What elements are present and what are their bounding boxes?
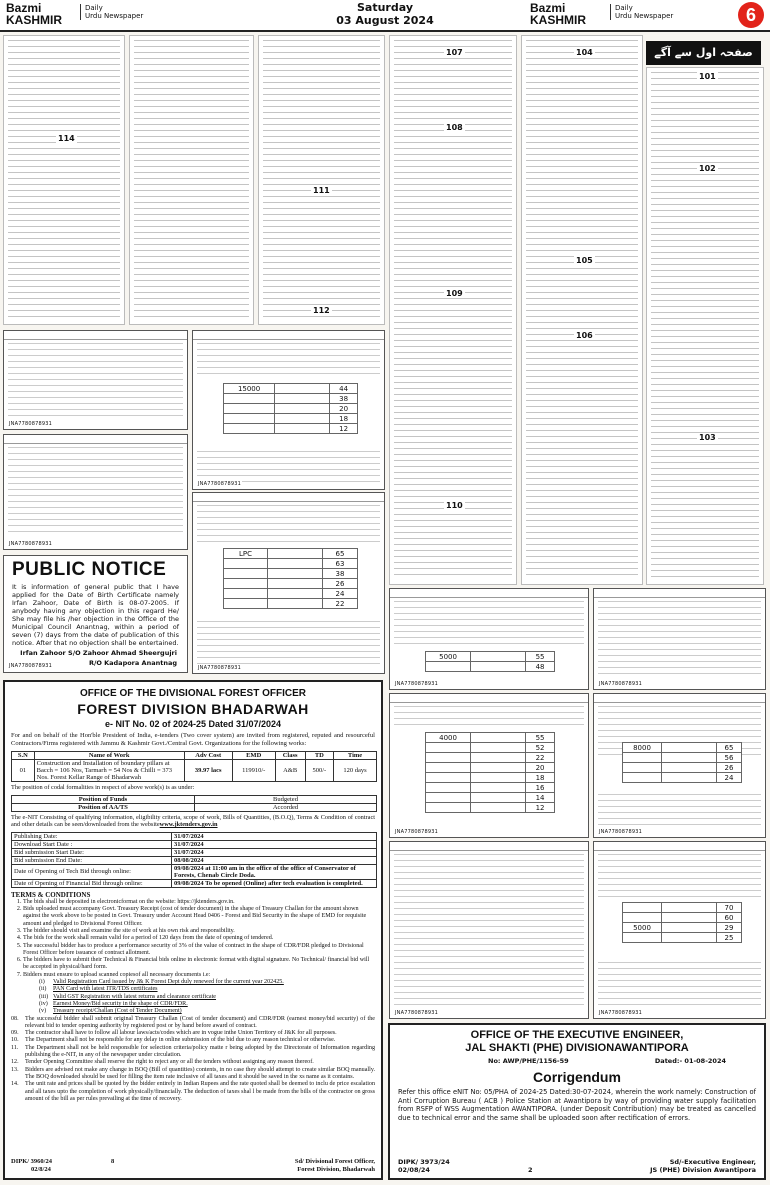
term-item: 1. The bids shall be deposited in electronicformat on the website: https://jktenders.gov.in. <box>23 899 375 906</box>
table-row <box>426 743 555 753</box>
table-row <box>623 913 742 923</box>
schedule-label: Bid submission End Date: <box>12 856 172 864</box>
table-row <box>623 923 742 933</box>
table-row <box>224 404 358 414</box>
article-number: 112 <box>313 306 330 315</box>
table-row <box>426 753 555 763</box>
table-cell: 25 <box>716 933 741 943</box>
table-cell <box>471 783 526 793</box>
table-cell: 70 <box>716 903 741 913</box>
table-row <box>426 733 555 743</box>
corrigendum-date: 02/08/24 <box>398 1166 430 1174</box>
schedule-value: 31/07/2024 <box>172 832 377 840</box>
table-cell <box>661 903 716 913</box>
table-row <box>623 773 742 783</box>
ad-code: JNA7780878931 <box>599 1010 643 1016</box>
table-cell <box>623 903 662 913</box>
table-row <box>426 652 555 662</box>
table-cell <box>471 733 526 743</box>
table-cell: 56 <box>716 753 741 763</box>
document-index: (i) <box>39 979 45 986</box>
table-cell <box>267 549 322 559</box>
documents-list <box>39 979 375 1015</box>
term-item: 2. Bids uploaded must accompany Govt. Treasury Receipt (cost of tender document) in the shape of Treasury Challan for the amount shown against the work above to be posted in Govt. Treasury under Account Head 0406 - Forest and Bid Security in the shape of EMD for requisite amount and pledged to Divisional Forest Officer. <box>23 906 375 928</box>
footer-signature-1: Sd/ Divisional Forest Officer, <box>294 1158 375 1165</box>
ad-code: JNA7780878931 <box>395 829 439 835</box>
schedule-row <box>12 856 377 864</box>
table-cell: 26 <box>716 763 741 773</box>
table-cell <box>275 414 330 424</box>
table-cell <box>661 923 716 933</box>
daily-line2: Urdu Newspaper <box>85 12 144 20</box>
table-cell <box>224 569 268 579</box>
col-header: Adv Cost <box>184 752 232 760</box>
table-row <box>224 589 358 599</box>
table-cell <box>623 933 662 943</box>
table-row <box>224 394 358 404</box>
classified-ad <box>389 588 589 690</box>
table-cell <box>267 599 322 609</box>
table-row <box>623 753 742 763</box>
term-number: 14. <box>11 1081 19 1088</box>
table-cell <box>224 404 275 414</box>
issue-date-text: 03 August 2024 <box>336 14 434 27</box>
table-cell: 38 <box>330 394 358 404</box>
table-cell: 38 <box>322 569 357 579</box>
table-row <box>426 773 555 783</box>
table-cell <box>426 753 471 763</box>
term-item: 7. Bidders must ensure to upload scanned copiesof all necessary documents i.e: <box>23 972 375 979</box>
tender-office: OFFICE OF THE DIVISIONAL FOREST OFFICER <box>80 688 306 699</box>
table-cell <box>224 599 268 609</box>
work-adv-cost: 39.97 lacs <box>184 760 232 782</box>
term-item: 5. The successful bidder has to produce a performance security of 3% of the value of contract in the shape of CDR/FDR pledged to Divisional Forest Officer before issuance of contract allotment. <box>23 943 375 958</box>
table-cell: 44 <box>330 384 358 394</box>
table-cell <box>224 394 275 404</box>
article-number: 106 <box>576 331 593 340</box>
term-item <box>11 1016 375 1031</box>
article-number: 114 <box>58 134 75 143</box>
footer-signature-2: Forest Division, Bhadarwah <box>297 1166 375 1173</box>
masthead <box>0 0 770 32</box>
table-cell <box>267 579 322 589</box>
tender-website-link[interactable]: www.jktenders.gov.in <box>159 821 218 829</box>
document-index: (ii) <box>39 986 47 993</box>
article-number: 101 <box>699 72 716 81</box>
corrigendum-division: JAL SHAKTI (PHE) DIVISIONAWANTIPORA <box>465 1042 689 1054</box>
schedule-value: 09/08/2024 To be opened (Online) after tech evaluation is completed. <box>172 879 377 887</box>
daily-line1: Daily <box>85 4 103 12</box>
table-cell: 12 <box>526 803 555 813</box>
corrigendum-no: No: AWP/PHE/1156-59 <box>488 1057 569 1065</box>
table-cell <box>275 424 330 434</box>
work-emd: 119910/- <box>232 760 275 782</box>
document-text: Treasury receipt/Challan (Cost of Tender Document) <box>53 1008 182 1015</box>
table-cell <box>623 913 662 923</box>
brand-line2: KASHMIR <box>6 13 62 27</box>
article-number: 110 <box>446 501 463 510</box>
schedule-label: Date of Opening of Financial Bid through online: <box>12 879 172 887</box>
family-members-table <box>223 548 358 609</box>
brand-right <box>530 2 586 26</box>
table-cell: 5000 <box>426 652 471 662</box>
document-index: (v) <box>39 1008 47 1015</box>
article-number: 109 <box>446 289 463 298</box>
table-row <box>426 793 555 803</box>
table-cell: 55 <box>526 652 555 662</box>
table-cell: 52 <box>526 743 555 753</box>
table-cell: 15000 <box>224 384 275 394</box>
table-row <box>224 549 358 559</box>
table-cell <box>623 773 662 783</box>
table-row <box>623 933 742 943</box>
table-cell <box>426 662 471 672</box>
corrigendum-dated: Dated:- 01-08-2024 <box>654 1057 726 1065</box>
schedule-label: Bid submission Start Date: <box>12 848 172 856</box>
table-cell: 29 <box>716 923 741 933</box>
table-cell: LPC <box>224 549 268 559</box>
col-header: S.N <box>12 752 35 760</box>
schedule-label: Date of Opening of Tech Bid through online: <box>12 864 172 879</box>
table-cell <box>471 652 526 662</box>
signature-line1: Irfan Zahoor S/O Zahoor Ahmad Sheergujri <box>20 649 177 657</box>
table-cell <box>471 803 526 813</box>
term-number: 10. <box>11 1037 19 1044</box>
term-text: Tender Opening Committee shall reserve the right to reject any or all the tenders without assigning any reason thereof. <box>25 1059 314 1066</box>
table-cell <box>661 933 716 943</box>
document-item <box>39 994 375 1001</box>
classified-ad <box>593 588 766 690</box>
corrigendum-code: DIPK/ 3973/24 <box>398 1158 450 1166</box>
table-cell <box>267 569 322 579</box>
schedule-value: 09/08/2024 at 11:00 am in the office of the office of Conservator of Forests, Chenab Circle Doda. <box>172 864 377 879</box>
table-cell: 18 <box>330 414 358 424</box>
table-row <box>224 424 358 434</box>
table-cell <box>224 559 268 569</box>
article-number: 111 <box>313 186 330 195</box>
family-members-table <box>622 742 742 783</box>
position-note: The position of codal formalities in respect of above work(s) is as under: <box>11 784 195 791</box>
table-cell <box>471 763 526 773</box>
term-item <box>11 1081 375 1103</box>
daily-line2-right: Urdu Newspaper <box>615 12 674 20</box>
table-cell <box>426 743 471 753</box>
table-cell: 55 <box>526 733 555 743</box>
table-row <box>623 763 742 773</box>
table-cell <box>471 662 526 672</box>
table-cell <box>224 579 268 589</box>
position-label: Position of AA/TS <box>12 803 195 811</box>
term-item: 6. The bidders have to submit their Technical & Financial bids online in electronic format with digital signature. No Technical/ financial bid will be accepted in physical/hard form. <box>23 957 375 972</box>
term-text: The contractor shall have to follow all labour laws/acts/codes which are in vogue inthe Union Territory of J&K for all purposes. <box>25 1030 337 1037</box>
ad-code: JNA7780878931 <box>599 829 643 835</box>
position-label: Position of Funds <box>12 795 195 803</box>
document-text: Earnest Money/Bid security in the shape of CDR/FDR. <box>53 1000 188 1007</box>
corrigendum-office: OFFICE OF THE EXECUTIVE ENGINEER, <box>470 1029 684 1041</box>
enit-note <box>11 814 375 829</box>
classified-ad <box>192 492 385 674</box>
corrigendum-page: 2 <box>528 1166 533 1174</box>
public-notice <box>3 555 188 673</box>
table-cell <box>275 384 330 394</box>
term-item <box>11 1059 375 1066</box>
ad-code: JNA7780878931 <box>198 665 242 671</box>
term-item <box>11 1045 375 1060</box>
table-cell <box>267 559 322 569</box>
schedule-label: Download Start Date : <box>12 840 172 848</box>
table-row <box>224 599 358 609</box>
table-row <box>426 662 555 672</box>
family-members-table <box>425 732 555 813</box>
table-cell: 20 <box>330 404 358 414</box>
term-item: 4. The bids for the work shall remain valid for a period of 120 days from the date of opening of tendered. <box>23 935 375 942</box>
corrigendum-notice <box>388 1023 766 1180</box>
term-text: The Department shall not be held responsible for selection criteria/policy matte r being adopted by the Directorate of Information regarding publishing the e-NIT, in any of the newspaper under circulation. <box>25 1044 375 1059</box>
document-item <box>39 1008 375 1015</box>
schedule-row <box>12 840 377 848</box>
schedule-row <box>12 864 377 879</box>
term-text: The unit rate and prices shall be quoted by the bidder entirely in Indian Rupees and the rate quoted shall be deemed to inclu de price escalation and all taxes upto the completion of work physically/financially. The deduction of taxes shal l be made from the bills of the contractor on gross amount of the bill as per rules prevailing at the time of recovery. <box>25 1081 375 1102</box>
table-cell <box>224 424 275 434</box>
col-header: Name of Work <box>34 752 184 760</box>
corrigendum-title: Corrigendum <box>533 1069 621 1085</box>
schedule-value: 31/07/2024 <box>172 848 377 856</box>
table-row <box>224 579 358 589</box>
table-cell: 20 <box>526 763 555 773</box>
table-cell: 24 <box>322 589 357 599</box>
term-number: 13. <box>11 1066 19 1073</box>
table-cell: 24 <box>716 773 741 783</box>
document-index: (iii) <box>39 993 49 1000</box>
classified-ad <box>389 841 589 1019</box>
daily-line1-right: Daily <box>615 4 633 12</box>
ad-code: JNA7780878931 <box>9 421 53 427</box>
table-row <box>224 384 358 394</box>
tender-intro: For and on behalf of the Hon'ble President of India, e-tenders (Two cover system) are invited from registered, reputed and resourceful Contractors/Firms registered with Jammu & Kashmir Govt./Central Govt. Organizations for the following works: <box>11 732 375 747</box>
col-header: EMD <box>232 752 275 760</box>
ad-code: JNA7780878931 <box>395 681 439 687</box>
works-table <box>11 751 377 782</box>
positions-table <box>11 795 377 812</box>
public-notice-body: It is information of general public that I have applied for the Date of Birth Certificate namely Irfan Zahoor, Date of Birth is 08-07-2005. If anybody having any objection in this regard He/ She may file his /her objection in the Office of the Municipal Council Anantnag, within a period of seven (7) days from the date of publication of this notice. After that no objection shall be entertained. <box>12 583 179 647</box>
signature-line2: R/O Kadapora Anantnag <box>88 659 177 667</box>
table-cell <box>275 404 330 414</box>
table-cell: 48 <box>526 662 555 672</box>
table-cell <box>426 763 471 773</box>
table-row <box>224 559 358 569</box>
family-members-table <box>622 902 742 943</box>
term-item: 3. The bidder should visit and examine the site of work at his own risk and responsibility. <box>23 928 375 935</box>
daily-label-right <box>610 4 673 20</box>
table-cell: 22 <box>526 753 555 763</box>
table-cell <box>224 414 275 424</box>
classified-ad <box>389 693 589 838</box>
ad-code: JNA7780878931 <box>395 1010 439 1016</box>
article-left-col-1 <box>3 35 125 325</box>
table-row <box>224 414 358 424</box>
article-mid-col-1 <box>389 35 517 585</box>
schedule-value: 08/08/2024 <box>172 856 377 864</box>
work-time: 120 days <box>334 760 377 782</box>
table-cell: 5000 <box>623 923 662 933</box>
table-cell: 14 <box>526 793 555 803</box>
table-cell: 16 <box>526 783 555 793</box>
term-number: 08. <box>11 1015 19 1022</box>
col-header: Class <box>275 752 305 760</box>
corrigendum-sign-1: Sd/-Executive Engineer, <box>669 1158 756 1166</box>
schedule-value: 31/07/2024 <box>172 840 377 848</box>
article-mid-col-2 <box>521 35 643 585</box>
footer-page: 8 <box>111 1158 115 1165</box>
table-cell <box>471 743 526 753</box>
table-row <box>623 903 742 913</box>
forest-tender-notice <box>3 680 383 1180</box>
schedule-row <box>12 879 377 887</box>
term-number: 09. <box>11 1030 19 1037</box>
position-value: Accorded <box>195 803 377 811</box>
classified-ad <box>593 841 766 1019</box>
table-cell: 12 <box>330 424 358 434</box>
table-cell: 60 <box>716 913 741 923</box>
document-text: Valid GST Registration with latest returns and clearance certificate <box>53 993 217 1000</box>
brand-line1: Bazmi <box>6 1 42 15</box>
page-number-badge: 6 <box>738 2 764 28</box>
terms-list-2 <box>11 1016 375 1104</box>
tender-nit: e- NIT No. 02 of 2024-25 Dated 31/07/2024 <box>104 719 282 729</box>
document-index: (iv) <box>39 1000 48 1007</box>
table-cell <box>661 913 716 923</box>
table-cell: 8000 <box>623 743 662 753</box>
family-members-table <box>425 651 555 672</box>
schedule-row <box>12 848 377 856</box>
corrigendum-ref <box>398 1057 756 1066</box>
article-number: 105 <box>576 256 593 265</box>
schedule-label: Publishing Date: <box>12 832 172 840</box>
brand-line2-right: KASHMIR <box>530 13 586 27</box>
table-cell: 65 <box>322 549 357 559</box>
corrigendum-sign-2: JS (PHE) Division Awantipora <box>650 1166 756 1174</box>
article-number: 103 <box>699 433 716 442</box>
footer-code: DIPK/ 3960/24 <box>11 1158 52 1165</box>
issue-date <box>300 1 470 27</box>
table-row <box>623 743 742 753</box>
table-cell: 26 <box>322 579 357 589</box>
table-cell <box>426 773 471 783</box>
term-number: 12. <box>11 1059 19 1066</box>
table-cell: 18 <box>526 773 555 783</box>
classified-ad <box>3 330 188 430</box>
work-sn: 01 <box>12 760 35 782</box>
term-text: The successful bidder shall submit original Treasury Challan (Cost of tender document) and CDR/FDR (earnest money/bid security) of the relevant bid to tender opening authority by registered post or by hand before award of contract. <box>25 1015 375 1029</box>
table-cell <box>471 753 526 763</box>
term-item <box>11 1067 375 1082</box>
schedule-table <box>11 832 377 888</box>
ad-code: JNA7780878931 <box>9 541 53 547</box>
work-class: A&B <box>275 760 305 782</box>
table-cell <box>661 743 716 753</box>
table-cell <box>471 793 526 803</box>
table-row <box>426 763 555 773</box>
position-value: Budgeted <box>195 795 377 803</box>
term-item <box>11 1037 375 1044</box>
issue-day: Saturday <box>357 1 413 14</box>
table-cell <box>426 783 471 793</box>
brand-left <box>6 2 62 26</box>
table-cell <box>471 773 526 783</box>
table-cell <box>661 753 716 763</box>
article-number: 104 <box>576 48 593 57</box>
term-text: Bidders are advised not make any change in BOQ (Bill of quantities) contents, in no case they should attempt to create similar BOQ manually. The BOQ downloaded should be used for filling the item rate inclusive of all taxes and it should be saved in the xs name as it contains. <box>25 1066 375 1080</box>
table-cell <box>224 589 268 599</box>
table-cell <box>623 763 662 773</box>
terms-list <box>23 899 375 979</box>
tender-division: FOREST DIVISION BHADARWAH <box>77 701 309 717</box>
table-cell <box>623 753 662 763</box>
classified-ad <box>593 693 766 838</box>
table-cell: 65 <box>716 743 741 753</box>
article-number: 108 <box>446 123 463 132</box>
term-number: 11. <box>11 1044 19 1051</box>
article-number: 107 <box>446 48 463 57</box>
table-cell <box>661 773 716 783</box>
term-text: The Department shall not be responsible for any delay in online submission of the bid due to any reason technical or otherwise. <box>25 1037 336 1044</box>
table-cell <box>661 763 716 773</box>
public-notice-title: PUBLIC NOTICE <box>12 559 167 580</box>
table-cell <box>426 803 471 813</box>
col-header: TD <box>305 752 333 760</box>
table-cell <box>275 394 330 404</box>
article-right-col <box>646 67 764 585</box>
corrigendum-body: Refer this office eNIT No: 05/PHA of 2024-25 Dated:30-07-2024, wherein the work namely: Construction of Anti Corruption Bureau ( ACB ) Police Station at Awantipora by way of providing water supply facilitation from RSFP of WSS Augmentation AWANTIPORA. (under Deposit Contribution) may be treated as cancelled due to technical error and the same shall be uploaded soon after rectification of errors. <box>398 1088 756 1122</box>
table-row <box>426 803 555 813</box>
table-cell <box>267 589 322 599</box>
table-cell: 22 <box>322 599 357 609</box>
article-left-col-2 <box>129 35 254 325</box>
work-td: 500/- <box>305 760 333 782</box>
ad-code: JNA7780878931 <box>198 481 242 487</box>
section-header: صفحہ اول سے آگے <box>646 41 761 65</box>
enit-note-text: The e-NIT Consisting of qualifying information, eligibility criteria, scope of work, Bills of Quantities, (B.O.Q), Terms & Condition of contract and other details can be seen/downloaded from the website <box>11 813 375 829</box>
family-members-table <box>223 383 358 434</box>
brand-line1-right: Bazmi <box>530 1 566 15</box>
document-text: PAN Card with latest ITR/TDS certificates <box>53 986 158 993</box>
classified-ad <box>192 330 385 490</box>
ad-code: JNA7780878931 <box>9 663 53 669</box>
document-item <box>39 986 375 993</box>
classified-ad <box>3 434 188 550</box>
table-cell: 63 <box>322 559 357 569</box>
footer-date: 02/8/24 <box>31 1166 51 1173</box>
document-text: Valid Registration Card issued by J& K Forest Dept duly renewed for the current year 202425. <box>53 979 284 986</box>
ad-code: JNA7780878931 <box>599 681 643 687</box>
article-number: 102 <box>699 164 716 173</box>
table-cell: 4000 <box>426 733 471 743</box>
schedule-row <box>12 832 377 840</box>
table-row <box>224 569 358 579</box>
col-header: Time <box>334 752 377 760</box>
article-left-col-3 <box>258 35 385 325</box>
table-row <box>426 783 555 793</box>
table-cell <box>426 793 471 803</box>
daily-label-left <box>80 4 143 20</box>
work-name: Construction and Installation of boundary pillars at Bacch = 106 Nos, Tarmarh = 54 Nos & Chilli = 373 Nos. Forest Kellar Range of Bhadarwah <box>34 760 184 782</box>
terms-heading: TERMS & CONDITIONS <box>11 890 91 899</box>
